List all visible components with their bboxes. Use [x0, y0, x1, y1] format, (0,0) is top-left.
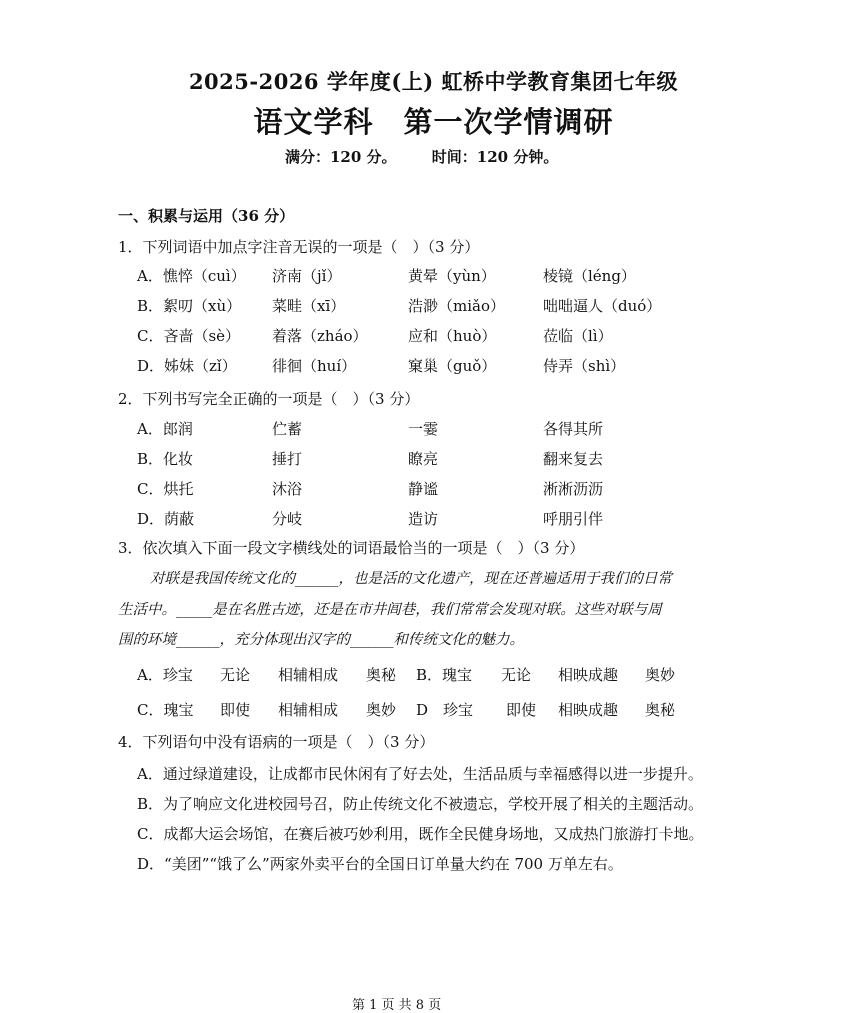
- q3-option: 即使: [220, 701, 251, 719]
- exam-title: 语文学科 第一次学情调研: [253, 105, 614, 139]
- q1-option: 着落（zháo）: [272, 327, 368, 345]
- q1-option: 黄晕（yùn）: [408, 267, 496, 285]
- q4-option-c: C．成都大运会场馆，在赛后被巧妙利用，既作全民健身场地，又成热门旅游打卡地。: [137, 825, 704, 843]
- q2-option: 静谧: [408, 480, 439, 498]
- q2-option: 一霎: [408, 420, 439, 438]
- q2-option: 伫蓄: [272, 420, 303, 438]
- q2-option: 沐浴: [272, 480, 303, 498]
- q4-option-d: D．“美团”“饿了么”两家外卖平台的全国日订单量大约在 700 万单左右。: [137, 855, 623, 873]
- q3-option: 奥妙: [366, 701, 397, 719]
- q1-option: 咄咄逼人（duó）: [543, 297, 662, 315]
- q1-option: 菜畦（xī）: [272, 297, 346, 315]
- q2-option: 瞭亮: [408, 450, 439, 468]
- q3-option: C．瑰宝: [137, 701, 194, 719]
- q2-option: 翻来复去: [543, 450, 604, 468]
- q3-option: 奥妙: [645, 666, 676, 684]
- q1-option: D．姊妹（zǐ）: [137, 357, 237, 375]
- q1-option: 窠巢（guǒ）: [408, 357, 497, 375]
- q1-option: 济南（jǐ）: [272, 267, 342, 285]
- q1-option: 侍弄（shì）: [543, 357, 626, 375]
- q2-option: C．烘托: [137, 480, 194, 498]
- q2-option: A．郎润: [137, 420, 193, 438]
- q3-stem: 3．依次填入下面一段文字横线处的词语最恰当的一项是（ ）（3 分）: [118, 539, 585, 557]
- q1-option: C．吝啬（sè）: [137, 327, 241, 345]
- q2-option: D．荫蔽: [137, 510, 195, 528]
- q4-option-b: B．为了响应文化进校园号召，防止传统文化不被遗忘，学校开展了相关的主题活动。: [137, 795, 704, 813]
- exam-header-line1: 2025-2026 学年度(上) 虹桥中学教育集团七年级: [188, 69, 679, 94]
- q3-passage-line: 围的环境______，充分体现出汉字的______和传统文化的魅力。: [118, 632, 524, 648]
- q1-option: A．憔悴（cuì）: [137, 267, 246, 285]
- q2-stem: 2．下列书写完全正确的一项是（ ）（3 分）: [118, 390, 420, 408]
- q3-option: 相映成趣: [558, 666, 619, 684]
- q2-option: 捶打: [272, 450, 303, 468]
- q2-option: 各得其所: [543, 420, 604, 438]
- q3-option: 相辅相成: [278, 701, 339, 719]
- q3-option: 无论: [501, 666, 532, 684]
- q3-option: A．珍宝: [137, 666, 193, 684]
- exam-meta: [285, 146, 588, 167]
- q2-option: 分岐: [272, 510, 303, 528]
- q1-option: 应和（huò）: [408, 327, 497, 345]
- q3-option: 奥秘: [645, 701, 676, 719]
- q3-option: 即使: [506, 701, 537, 719]
- q3-option: 奥秘: [366, 666, 397, 684]
- full-score: 满分：120 分。: [285, 148, 397, 166]
- q3-option: 相辅相成: [278, 666, 339, 684]
- q1-option: 浩渺（miǎo）: [408, 297, 505, 315]
- q1-stem: 1．下列词语中加点字注音无误的一项是（ ）（3 分）: [118, 238, 480, 256]
- q4-option-a: A．通过绿道建设，让成都市民休闲有了好去处，生活品质与幸福感得以进一步提升。: [137, 765, 703, 783]
- q1-option: 徘徊（huí）: [272, 357, 357, 375]
- q3-option: 相映成趣: [558, 701, 619, 719]
- q3-passage-line: 对联是我国传统文化的______，也是活的文化遗产，现在还普遍适用于我们的日常: [150, 571, 672, 587]
- q1-option: 莅临（lì）: [543, 327, 613, 345]
- q2-option: 呼朋引伴: [543, 510, 604, 528]
- page-number: 第 1 页 共 8 页: [352, 998, 442, 1013]
- q4-stem: 4．下列语句中没有语病的一项是（ ）（3 分）: [118, 733, 435, 751]
- q2-option: 造访: [408, 510, 439, 528]
- q2-option: 淅淅沥沥: [543, 480, 604, 498]
- exam-time: 时间：120 分钟。: [431, 148, 559, 166]
- q3-option: 无论: [220, 666, 251, 684]
- q2-option: B．化妆: [137, 450, 194, 468]
- q1-option: B．絮叨（xù）: [137, 297, 242, 315]
- section-title: 一、积累与运用（36 分）: [118, 207, 295, 225]
- q3-option: B．瑰宝: [416, 666, 473, 684]
- q1-option: 棱镜（léng）: [543, 267, 636, 285]
- q3-passage-line: 生活中。_____是在名胜古迹，还是在市井闾巷，我们常常会发现对联。这些对联与周: [118, 602, 662, 618]
- q3-option: D 珍宝: [416, 701, 474, 719]
